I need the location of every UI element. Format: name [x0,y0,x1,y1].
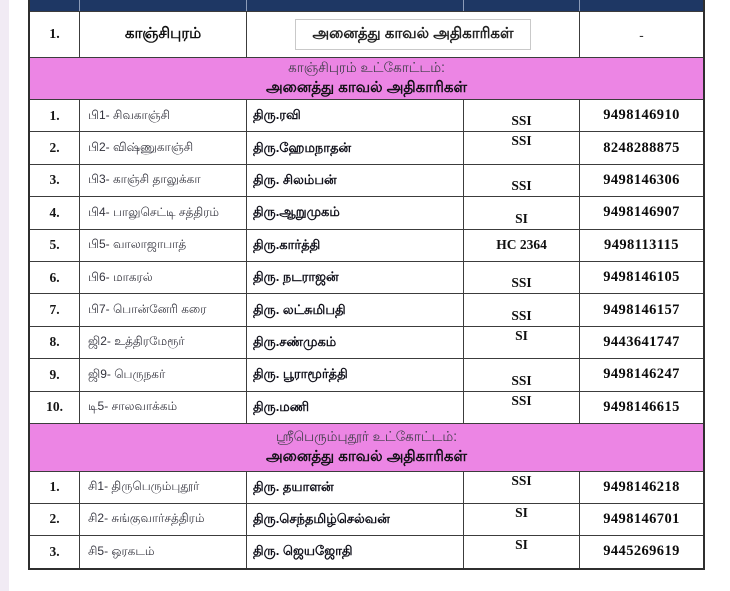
header-strip-cell [247,0,464,11]
table-row [30,230,703,262]
officer-name-cell: திரு. பூராமூர்த்தி [247,359,464,390]
phone-cell: 9498146701 [603,510,680,527]
rank-cell: HC 2364 [464,230,580,261]
officer-name-cell: திரு. சிலம்பன் [247,165,464,196]
table-row [30,262,703,294]
phone-cell: 8248288875 [603,139,680,156]
rank-cell: SI [464,197,580,228]
phone-cell: 9443641747 [603,333,680,350]
table-row [30,392,703,424]
phone-cell: 9498146247 [603,366,680,383]
rank-cell: SSI [464,132,580,163]
station-cell: பி4- பாலுசெட்டி சத்திரம் [80,197,247,228]
officer-name-cell: திரு. ஜெயஜோதி [247,536,464,568]
serial-cell: 7. [30,294,80,325]
station-cell: பி6- மாகரல் [80,262,247,293]
table-row [30,536,703,568]
rank-cell: SI [464,327,580,358]
section-title: ஸ்ரீபெரும்புதூர் உட்கோட்டம்: [276,428,457,444]
officer-name-cell: திரு.செந்தமிழ்செல்வன் [247,504,464,535]
station-cell: பி7- பொன்னேரி கரை [80,294,247,325]
officer-name-cell: திரு. லட்சுமிபதி [247,294,464,325]
officer-name-cell: திரு.ரவி [247,100,464,131]
district-officers-cell [247,12,580,57]
phone-cell: 9498146157 [603,301,680,318]
section-subtitle: அனைத்து காவல் அதிகாரிகள் [265,78,468,96]
station-cell: பி1- சிவகாஞ்சி [80,100,247,131]
rank-cell: SSI [464,165,580,196]
officer-name-cell: திரு.ஹேமநாதன் [247,132,464,163]
serial-cell: 8. [30,327,80,358]
section-banner-sriperumbudur [30,424,703,472]
table-row [30,100,703,132]
phone-cell: 9498113115 [604,236,679,253]
serial-cell: 4. [30,197,80,228]
officer-name-cell: திரு.மணி [247,392,464,423]
district-phone-cell: - [639,26,644,43]
serial-cell: 9. [30,359,80,390]
station-cell: பி2- விஷ்ணுகாஞ்சி [80,132,247,163]
table-header-strip [30,0,703,12]
phone-cell: 9498146218 [603,478,680,495]
station-cell: சி5- ஒரகடம் [80,536,247,568]
serial-cell: 2. [30,504,80,535]
station-cell: ஜி9- பெருநகர் [80,359,247,390]
header-strip-cell [30,0,80,11]
officer-name-cell: திரு.சண்முகம் [247,327,464,358]
table-row [30,132,703,164]
rank-cell: SSI [464,262,580,293]
district-summary-row [30,12,703,58]
station-cell: சி1- திருபெரும்புதூர் [80,472,247,503]
officer-name-cell: திரு.ஆறுமுகம் [247,197,464,228]
table-row [30,359,703,391]
section-title: காஞ்சிபுரம் உட்கோட்டம்: [288,59,445,75]
officer-name-cell: திரு. நடராஜன் [247,262,464,293]
phone-cell: 9498146910 [603,107,680,124]
serial-cell: 5. [30,230,80,261]
section-banner-kanchipuram [30,58,703,100]
officer-name-cell: திரு. தயாளன் [247,472,464,503]
serial-cell: 1. [30,472,80,503]
rank-cell: SI [464,504,580,535]
table-row [30,327,703,359]
serial-cell: 1. [30,100,80,131]
rank-cell: SSI [464,100,580,131]
station-cell: பி5- வாலாஜாபாத் [80,230,247,261]
section-subtitle: அனைத்து காவல் அதிகாரிகள் [265,447,468,465]
district-officers-label: அனைத்து காவல் அதிகாரிகள் [295,19,530,50]
rank-cell: SSI [464,472,580,503]
serial-cell: 3. [30,165,80,196]
rank-cell: SSI [464,294,580,325]
serial-cell: 2. [30,132,80,163]
district-serial-cell: 1. [30,12,80,57]
header-strip-cell [464,0,580,11]
station-cell: டி5- சாலவாக்கம் [80,392,247,423]
officer-name-cell: திரு.கார்த்தி [247,230,464,261]
district-name-cell: காஞ்சிபுரம் [80,12,247,57]
phone-cell: 9445269619 [603,543,680,560]
police-contacts-table [28,0,705,570]
table-row [30,504,703,536]
station-cell: ஜி2- உத்திரமேரூர் [80,327,247,358]
station-cell: சி2- சுங்குவார்சத்திரம் [80,504,247,535]
page-left-margin-strip [0,0,9,591]
serial-cell: 3. [30,536,80,568]
rank-cell: SSI [464,359,580,390]
header-strip-cell [580,0,703,11]
serial-cell: 6. [30,262,80,293]
phone-cell: 9498146105 [603,269,680,286]
serial-cell: 10. [30,392,80,423]
table-row [30,294,703,326]
rank-cell: SI [464,536,580,568]
table-row [30,197,703,229]
rank-cell: SSI [464,392,580,423]
table-row [30,165,703,197]
phone-cell: 9498146306 [603,171,680,188]
phone-cell: 9498146615 [603,398,680,415]
table-row [30,472,703,504]
station-cell: பி3- காஞ்சி தாலுக்கா [80,165,247,196]
phone-cell: 9498146907 [603,204,680,221]
header-strip-cell [80,0,247,11]
